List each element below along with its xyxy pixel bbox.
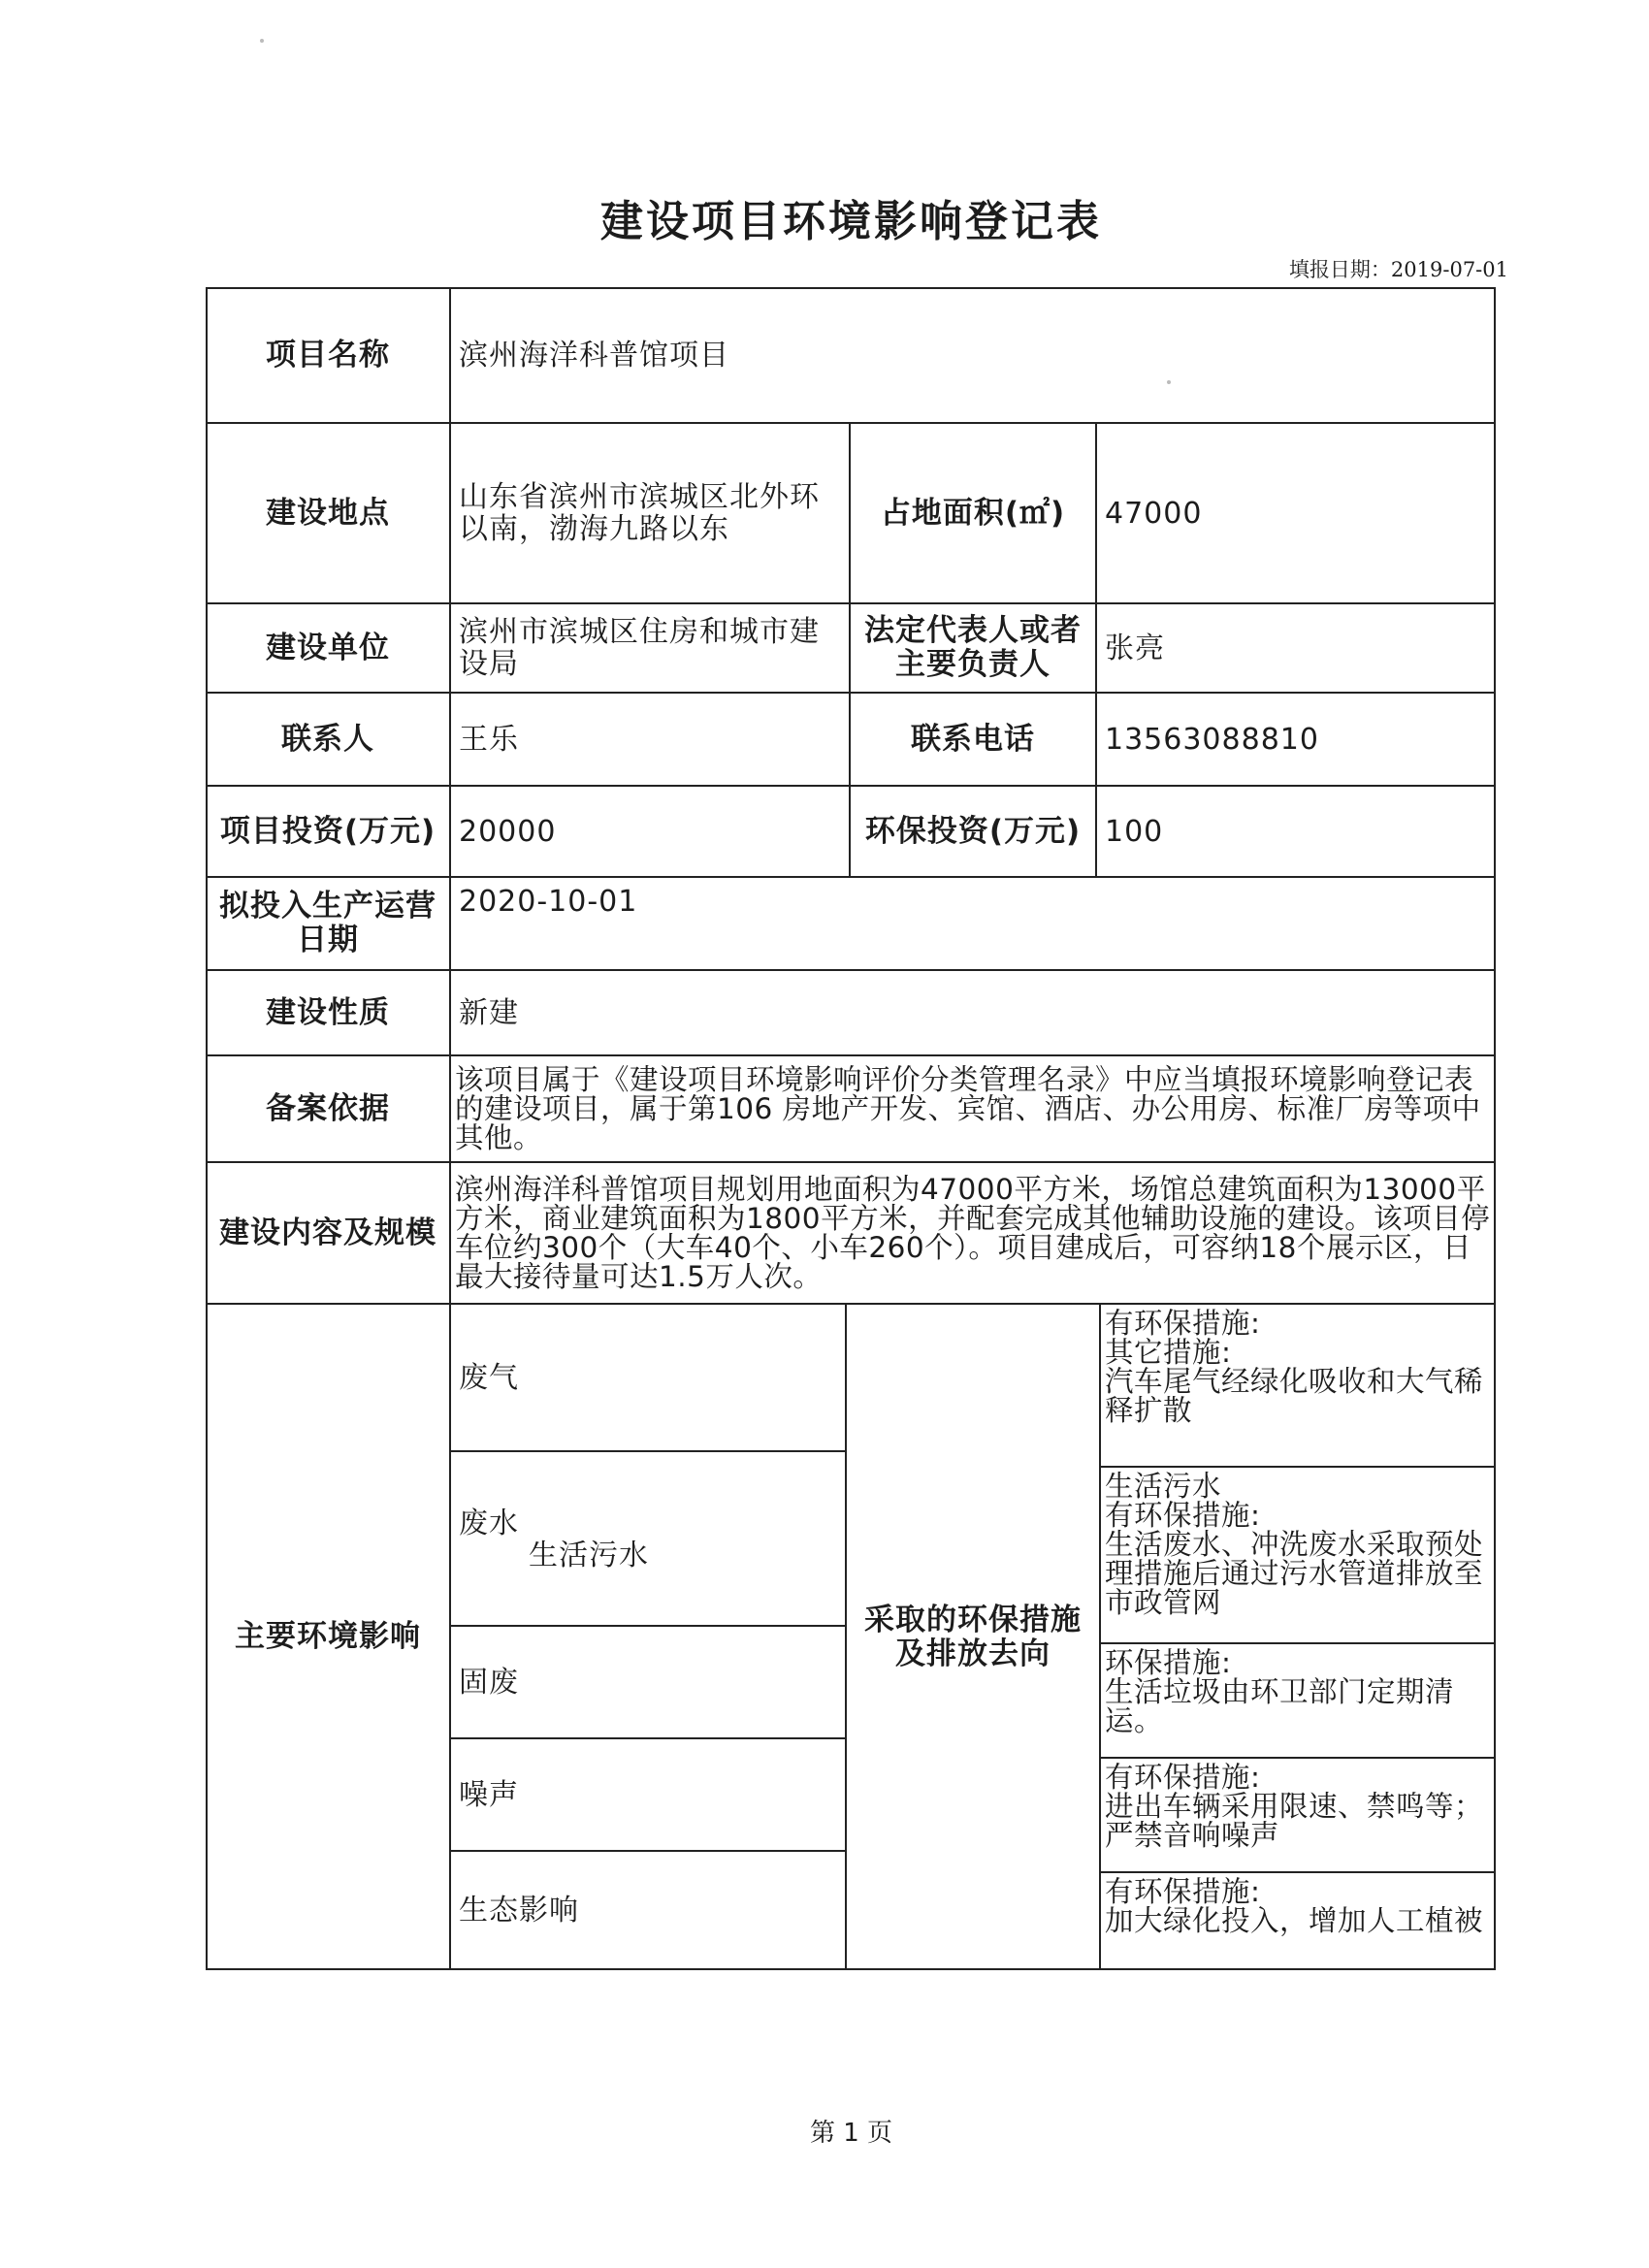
value-construction-content: 滨州海洋科普馆项目规划用地面积为47000平方米，场馆总建筑面积为13000平方米，商业建筑面积为1800平方米，并配套完成其他辅助设施的建设。该项目停车位约300个（大车40个、小车260个）。项目建成后，可容纳18个展示区，日最大接待量可达1.5万人次。 (450, 1162, 1496, 1304)
label-land-area: 占地面积(㎡) (850, 423, 1096, 603)
value-filing-basis: 该项目属于《建设项目环境影响评价分类管理名录》中应当填报环境影响登记表的建设项目，属于第106 房地产开发、宾馆、酒店、办公用房、标准厂房等项中其他。 (450, 1055, 1496, 1162)
scan-speck (1167, 380, 1171, 384)
label-filing-basis: 备案依据 (206, 1055, 450, 1162)
measures-ecology-line-1: 有环保措施: (1105, 1875, 1261, 1908)
measures-solid-line-2: 生活垃圾由环卫部门定期清运。 (1105, 1675, 1455, 1737)
fill-date: 填报日期：2019-07-01 (1288, 258, 1508, 281)
measures-wastewater-line-2: 有环保措施: (1105, 1499, 1261, 1532)
label-location: 建设地点 (206, 423, 450, 603)
impact-ecology: 生态影响 (450, 1851, 846, 1970)
label-contact-person: 联系人 (206, 693, 450, 786)
value-operation-date: 2020-10-01 (450, 877, 1496, 970)
document-title: 建设项目环境影响登记表 (600, 197, 1102, 246)
impact-wastewater (450, 1451, 846, 1626)
label-construction-unit: 建设单位 (206, 603, 450, 693)
value-location: 山东省滨州市滨城区北外环以南，渤海九路以东 (450, 423, 850, 603)
measures-solid-waste (1100, 1643, 1496, 1758)
value-construction-nature: 新建 (450, 970, 1496, 1055)
label-main-impact: 主要环境影响 (206, 1304, 450, 1970)
label-env-investment: 环保投资(万元) (850, 786, 1096, 877)
label-env-measures: 采取的环保措施及排放去向 (846, 1304, 1100, 1970)
impact-noise: 噪声 (450, 1738, 846, 1851)
scan-speck (260, 39, 264, 43)
label-legal-representative: 法定代表人或者主要负责人 (850, 603, 1096, 693)
measures-exhaust (1100, 1304, 1496, 1467)
value-env-investment: 100 (1096, 786, 1496, 877)
measures-noise-line-1: 有环保措施: (1105, 1761, 1261, 1794)
measures-exhaust-line-2: 其它措施: (1105, 1336, 1232, 1369)
label-phone: 联系电话 (850, 693, 1096, 786)
page-number: 第 1 页 (809, 2119, 893, 2148)
value-construction-unit: 滨州市滨城区住房和城市建设局 (450, 603, 850, 693)
measures-wastewater (1100, 1467, 1496, 1643)
label-operation-date: 拟投入生产运营日期 (206, 877, 450, 970)
impact-wastewater-label: 废水 (459, 1507, 519, 1540)
value-contact-person: 王乐 (450, 693, 850, 786)
label-construction-content: 建设内容及规模 (206, 1162, 450, 1304)
value-project-name: 滨州海洋科普馆项目 (450, 287, 1496, 423)
label-project-name: 项目名称 (206, 287, 450, 423)
measures-wastewater-line-1: 生活污水 (1105, 1470, 1222, 1503)
value-project-investment: 20000 (450, 786, 850, 877)
label-project-investment: 项目投资(万元) (206, 786, 450, 877)
measures-exhaust-line-1: 有环保措施: (1105, 1307, 1261, 1340)
label-construction-nature: 建设性质 (206, 970, 450, 1055)
value-land-area: 47000 (1096, 423, 1496, 603)
measures-noise-line-2: 进出车辆采用限速、禁鸣等；严禁音响噪声 (1105, 1790, 1484, 1852)
value-legal-representative: 张亮 (1096, 603, 1496, 693)
impact-wastewater-sub: 生活污水 (529, 1539, 649, 1572)
measures-ecology-line-2: 加大绿化投入，增加人工植被 (1105, 1904, 1484, 1937)
measures-wastewater-line-3: 生活废水、冲洗废水采取预处理措施后通过污水管道排放至市政管网 (1105, 1528, 1484, 1619)
impact-solid-waste: 固废 (450, 1626, 846, 1738)
value-phone: 13563088810 (1096, 693, 1496, 786)
measures-solid-line-1: 环保措施: (1105, 1646, 1232, 1679)
measures-noise (1100, 1758, 1496, 1872)
measures-exhaust-line-3: 汽车尾气经绿化吸收和大气稀释扩散 (1105, 1365, 1484, 1427)
measures-ecology (1100, 1872, 1496, 1970)
impact-exhaust: 废气 (450, 1304, 846, 1451)
